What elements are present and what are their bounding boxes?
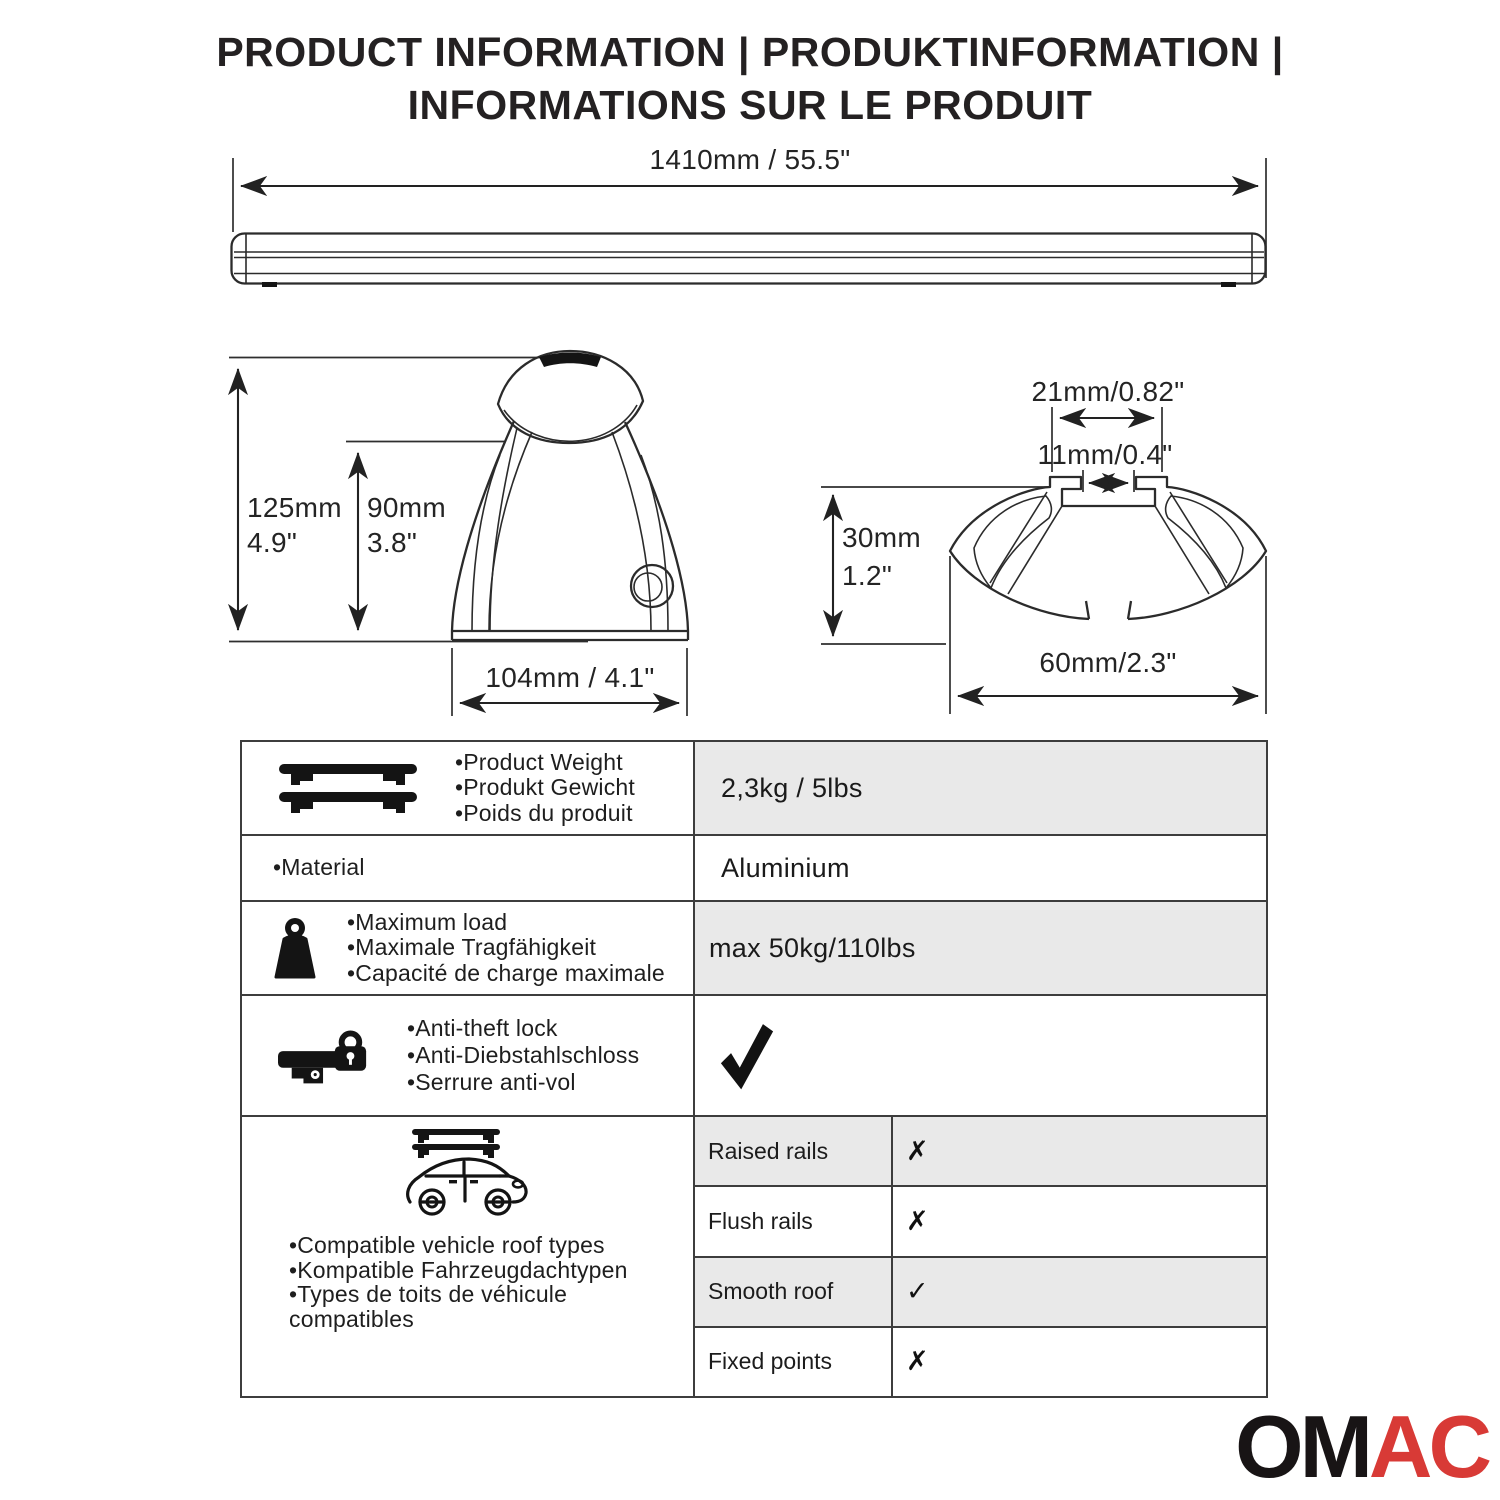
checkmark-icon <box>718 1014 776 1098</box>
product-weight-value: 2,3kg / 5lbs <box>695 742 1266 834</box>
foot-total-height-in-label: 4.9" <box>247 527 298 558</box>
fixed-points-mark: ✗ <box>906 1346 929 1378</box>
label-line: •Maximale Tragfähigkeit <box>347 934 597 961</box>
table-row-anti-theft <box>242 996 1266 1117</box>
flush-rails-label: Flush rails <box>695 1187 893 1255</box>
raised-rails-mark: ✗ <box>893 1117 1266 1185</box>
anti-theft-labels <box>407 1015 639 1096</box>
subtable-row-smooth-roof <box>695 1258 1266 1328</box>
label-line: •Poids du produit <box>455 799 633 826</box>
label-line: •Product Weight <box>455 748 623 775</box>
anti-theft-label-cell <box>242 996 695 1115</box>
product-weight-labels <box>455 750 635 827</box>
profile-outer-slot-width-label: 21mm/0.82" <box>1031 376 1185 407</box>
profile-height-in-label: 1.2" <box>842 560 893 591</box>
title-line-1: PRODUCT INFORMATION | PRODUKTINFORMATION | <box>216 29 1284 75</box>
crossbar-top-view-diagram <box>232 144 1267 287</box>
title-line-2: INFORMATIONS SUR LE PRODUIT <box>407 82 1093 128</box>
label-line: •Types de toits de véhicule compatibles <box>289 1281 568 1332</box>
material-label: •Material <box>273 854 365 881</box>
car-roof-icon <box>402 1129 534 1225</box>
foot-inner-height-in-label: 3.8" <box>367 527 418 558</box>
material-value: Aluminium <box>721 852 850 883</box>
anti-theft-value <box>695 996 1266 1115</box>
foot-drawing <box>452 351 688 640</box>
subtable-row-raised-rails <box>695 1117 1266 1187</box>
label-line: •Compatible vehicle roof types <box>289 1232 605 1258</box>
label-line: •Kompatible Fahrzeugdachtypen <box>289 1256 628 1283</box>
label-line: •Capacité de charge maximale <box>347 959 665 986</box>
subtable-row-flush-rails <box>695 1187 1266 1257</box>
mounting-foot-side-view-diagram <box>229 351 688 716</box>
label-line: •Maximum load <box>347 908 508 935</box>
profile-height-mm-label: 30mm <box>842 522 921 553</box>
profile-drawing <box>950 477 1266 619</box>
subtable-row-fixed-points <box>695 1328 1266 1396</box>
table-row-product-weight <box>242 742 1266 836</box>
label-line: •Produkt Gewicht <box>455 774 635 801</box>
omac-logo <box>1235 1397 1488 1496</box>
max-load-labels <box>347 910 665 987</box>
technical-diagrams <box>0 0 1500 732</box>
flush-rails-mark: ✗ <box>906 1205 929 1237</box>
anti-theft-lock-icon <box>242 1028 407 1084</box>
smooth-roof-mark: ✓ <box>893 1258 1266 1326</box>
logo-black-part: OM <box>1235 1397 1369 1496</box>
bar-cross-section-diagram <box>821 376 1266 714</box>
fixed-points-label: Fixed points <box>695 1328 893 1396</box>
max-load-weight-icon <box>242 917 347 979</box>
foot-width-dimension-label: 104mm / 4.1" <box>485 662 655 693</box>
label-line: •Anti-Diebstahlschloss <box>407 1042 640 1068</box>
profile-inner-slot-width-label: 11mm/0.4" <box>1037 439 1173 470</box>
product-weight-label-cell <box>242 742 695 834</box>
roof-crossbars-icon <box>242 762 455 814</box>
table-row-max-load <box>242 902 1266 996</box>
table-row-material <box>242 836 1266 902</box>
bar-length-dimension-label: 1410mm / 55.5" <box>649 144 851 175</box>
raised-rails-label: Raised rails <box>695 1117 893 1185</box>
roof-type-subtable <box>695 1117 1266 1396</box>
logo-red-part: AC <box>1368 1397 1488 1496</box>
material-label-cell <box>242 836 695 900</box>
label-line: •Serrure anti-vol <box>407 1069 576 1095</box>
roof-types-label-cell <box>242 1117 695 1396</box>
table-row-roof-types <box>242 1117 1266 1396</box>
foot-inner-height-mm-label: 90mm <box>367 492 446 523</box>
profile-width-dimension-label: 60mm/2.3" <box>1039 647 1177 678</box>
label-line: •Anti-theft lock <box>407 1015 558 1041</box>
max-load-value: max 50kg/110lbs <box>695 902 1266 994</box>
max-load-label-cell <box>242 902 695 994</box>
smooth-roof-label: Smooth roof <box>695 1258 893 1326</box>
spec-table <box>240 740 1268 1398</box>
roof-types-labels <box>242 1225 693 1331</box>
foot-total-height-mm-label: 125mm <box>247 492 342 523</box>
